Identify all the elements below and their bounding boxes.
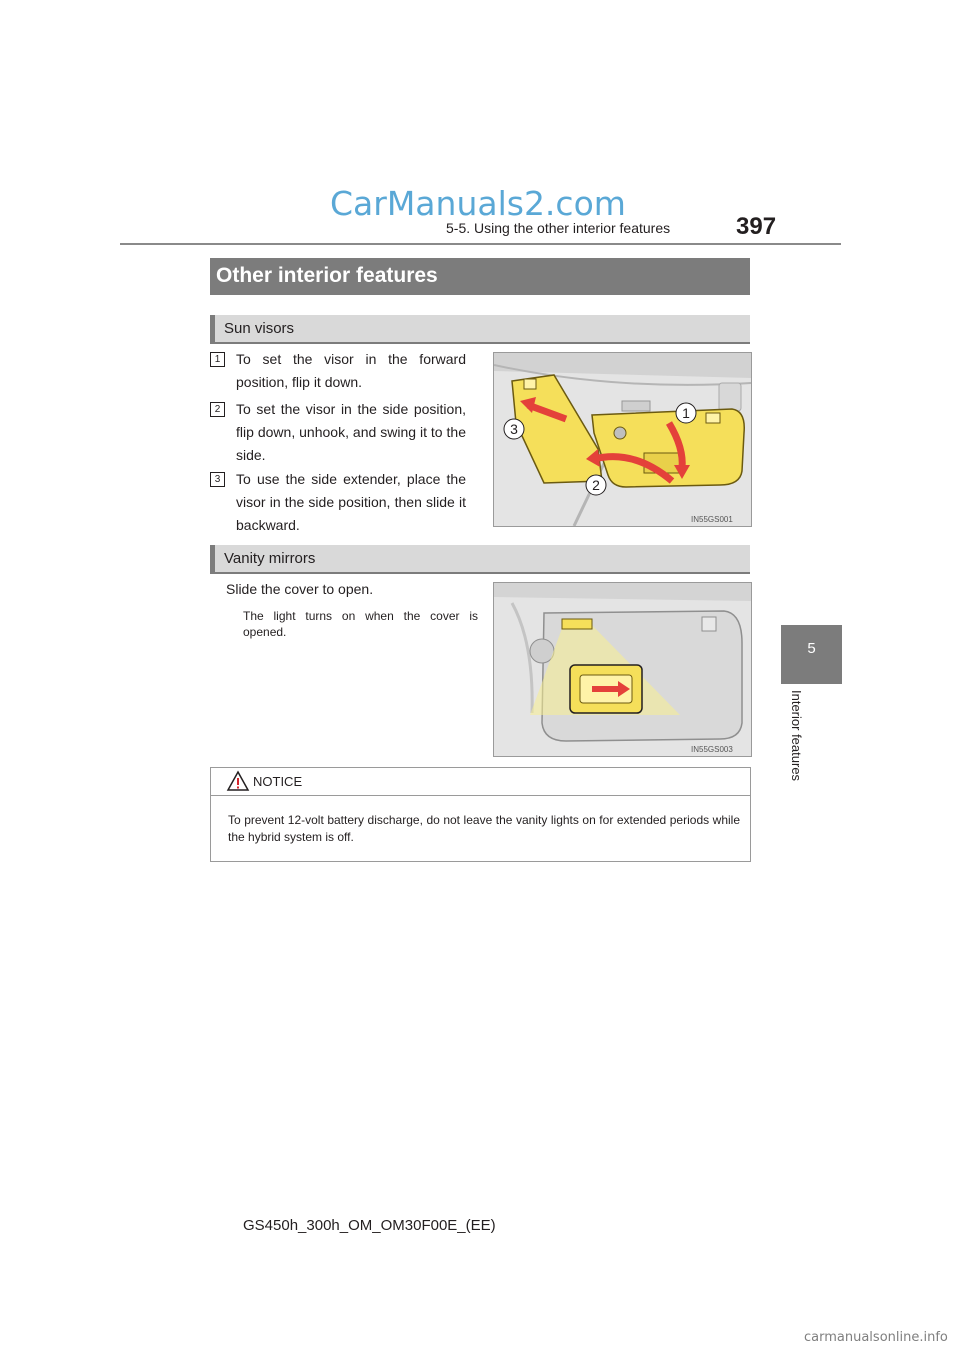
step-text-2: To set the visor in the side position, flip down, unhook, and swing it to the side. — [236, 401, 466, 463]
vanity-mirror-illustration — [493, 582, 752, 757]
step-text-1: To set the visor in the forward position, flip it down. — [236, 351, 466, 390]
notice-body: To prevent 12-volt battery discharge, do not leave the vanity lights on for extended periods while the hybrid system is off. — [228, 813, 740, 844]
vanity-instruction: Slide the cover to open. — [226, 581, 374, 597]
watermark-top: CarManuals2.com — [330, 184, 626, 223]
step-badge-3: 3 — [210, 472, 225, 487]
watermark-bottom: carmanualsonline.info — [804, 1330, 948, 1345]
heading-accent — [210, 315, 215, 342]
vanity-mirrors-heading: Vanity mirrors — [224, 550, 316, 567]
svg-text:1: 1 — [682, 405, 690, 421]
sun-visor-image-code: IN55GS001 — [691, 515, 733, 524]
sun-visor-drawing — [494, 353, 751, 526]
chapter-tab-number: 5 — [807, 640, 816, 657]
sun-visors-heading: Sun visors — [224, 320, 295, 337]
svg-text:3: 3 — [510, 421, 518, 437]
heading-accent — [210, 545, 215, 572]
main-heading: Other interior features — [216, 264, 438, 287]
warning-icon — [226, 770, 250, 792]
header-rule — [120, 243, 841, 245]
vanity-note: The light turns on when the cover is opened. — [243, 609, 478, 639]
step-badge-2: 2 — [210, 402, 225, 417]
chapter-tab-label: Interior features — [789, 690, 804, 782]
sun-visor-illustration — [493, 352, 752, 527]
notice-divider — [210, 795, 751, 796]
document-code: GS450h_300h_OM_OM30F00E_(EE) — [243, 1217, 496, 1234]
heading-underline — [210, 572, 750, 574]
sun-visors-heading-bar — [210, 315, 750, 342]
notice-title: NOTICE — [253, 774, 303, 789]
heading-underline — [210, 342, 750, 344]
vanity-image-code: IN55GS003 — [691, 745, 733, 754]
vanity-mirrors-heading-bar — [210, 545, 750, 572]
page-number: 397 — [736, 213, 777, 240]
svg-text:2: 2 — [592, 477, 600, 493]
step-badge-1: 1 — [210, 352, 225, 367]
step-text-3: To use the side extender, place the visor in the side position, then slide it backward. — [236, 471, 466, 533]
section-title: 5-5. Using the other interior features — [446, 220, 671, 236]
vanity-mirror-drawing — [494, 583, 751, 756]
